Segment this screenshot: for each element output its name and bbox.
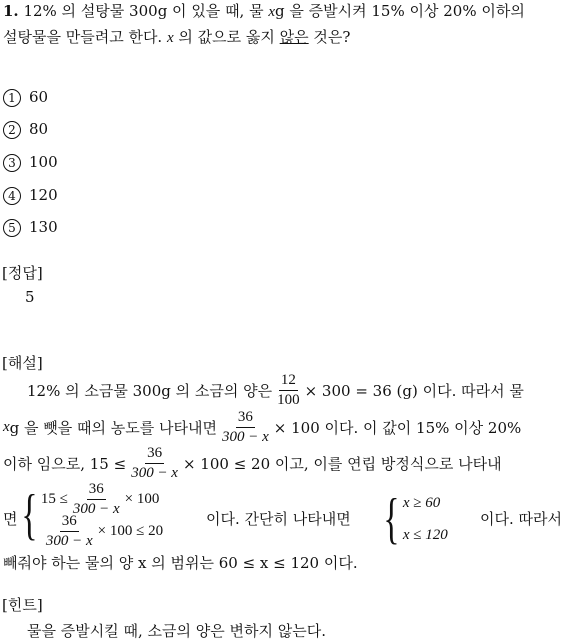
fraction-36-over-300-x [220, 409, 271, 445]
fraction-36-over-300-x: $\frac{36}{300 - x}$ [72, 481, 120, 517]
solution-text: g 을 뺏을 때의 농도를 나타내면 [9, 418, 217, 437]
var-x: x [268, 4, 276, 20]
fraction-numerator: 12 [279, 372, 298, 391]
solution-text: 12% 의 소금물 300g 의 소금의 양은 [27, 381, 273, 400]
fraction-36-over-300-x [129, 445, 180, 481]
choice-value: 60 [29, 88, 49, 106]
system-row: $\frac{36}{300 - x}$ × 100 ≤ 20 [45, 513, 164, 549]
fraction-numerator: 36 [145, 445, 164, 464]
choice-value: 100 [29, 153, 58, 171]
var-x: x [166, 30, 174, 46]
choice-mark: 2 [3, 121, 21, 139]
question-text-1a: 12% 의 설탕물 300g 이 있을 때, 물 [23, 2, 269, 20]
question-line-2 [3, 26, 350, 47]
question-text-1b: g 을 증발시켜 15% 이상 20% 이하의 [275, 2, 525, 20]
solution-line-3 [3, 441, 502, 485]
question-number: 1. [3, 2, 19, 20]
fraction-36-over-300-x: $\frac{36}{300 - x}$ [45, 513, 93, 549]
solution-line-4-lead: 면 [3, 510, 18, 528]
left-brace-icon: { [21, 484, 38, 546]
question-text-2b: 의 값으로 옳지 [173, 28, 280, 46]
question-text-2c: 것은? [308, 28, 351, 46]
choice-3[interactable] [3, 153, 58, 172]
solution-text: 이하 임으로, 15 ≤ [3, 454, 127, 473]
choice-mark: 5 [3, 219, 21, 237]
choice-4[interactable] [3, 186, 58, 205]
solution-line-4-mid: 이다. 간단히 나타내면 [206, 510, 351, 528]
choice-mark: 4 [3, 187, 21, 205]
fraction-12-100 [275, 372, 302, 408]
choice-value: 130 [29, 218, 58, 236]
solution-text: × 300 = 36 (g) 이다. 따라서 물 [304, 381, 524, 400]
solution-text: × 100 ≤ 20 이고, 이를 연립 방정식으로 나타내 [182, 454, 502, 473]
system-row: 15 ≤ $\frac{36}{300 - x}$ × 100 [40, 481, 160, 517]
not-word: 않은 [279, 28, 309, 46]
fraction-denominator: 100 [277, 391, 300, 408]
left-brace-icon: { [383, 488, 400, 550]
choice-1[interactable] [3, 88, 48, 107]
system-row: x ≥ 60 [402, 494, 441, 511]
answer-value: 5 [25, 288, 35, 306]
solution-heading: [해설] [2, 354, 43, 372]
choice-2[interactable] [3, 120, 48, 139]
var-x: x [3, 418, 10, 435]
choice-mark: 3 [3, 154, 21, 172]
equation-system-2 [378, 487, 448, 551]
fraction-denominator: 300 − x [131, 464, 178, 481]
question-text-2a: 설탕물을 만들려고 한다. [3, 28, 167, 46]
equation-system-1 [16, 483, 163, 547]
system-row: x ≤ 120 [402, 526, 448, 543]
question-line-1 [3, 0, 525, 21]
solution-text: × 100 이다. 이 값이 15% 이상 20% [273, 418, 522, 437]
choice-value: 80 [29, 120, 49, 138]
hint-text: 물을 증발시킬 때, 소금의 양은 변하지 않는다. [27, 622, 326, 640]
choice-5[interactable] [3, 218, 58, 237]
solution-line-4-end: 이다. 따라서 [480, 510, 562, 528]
answer-heading: [정답] [2, 264, 43, 282]
fraction-numerator: 36 [236, 409, 255, 428]
fraction-denominator: 300 − x [222, 428, 269, 445]
choice-mark: 1 [3, 89, 21, 107]
hint-heading: [힌트] [2, 596, 43, 614]
choice-value: 120 [29, 186, 58, 204]
solution-line-5: 빼줘야 하는 물의 양 x 의 범위는 60 ≤ x ≤ 120 이다. [3, 554, 358, 572]
